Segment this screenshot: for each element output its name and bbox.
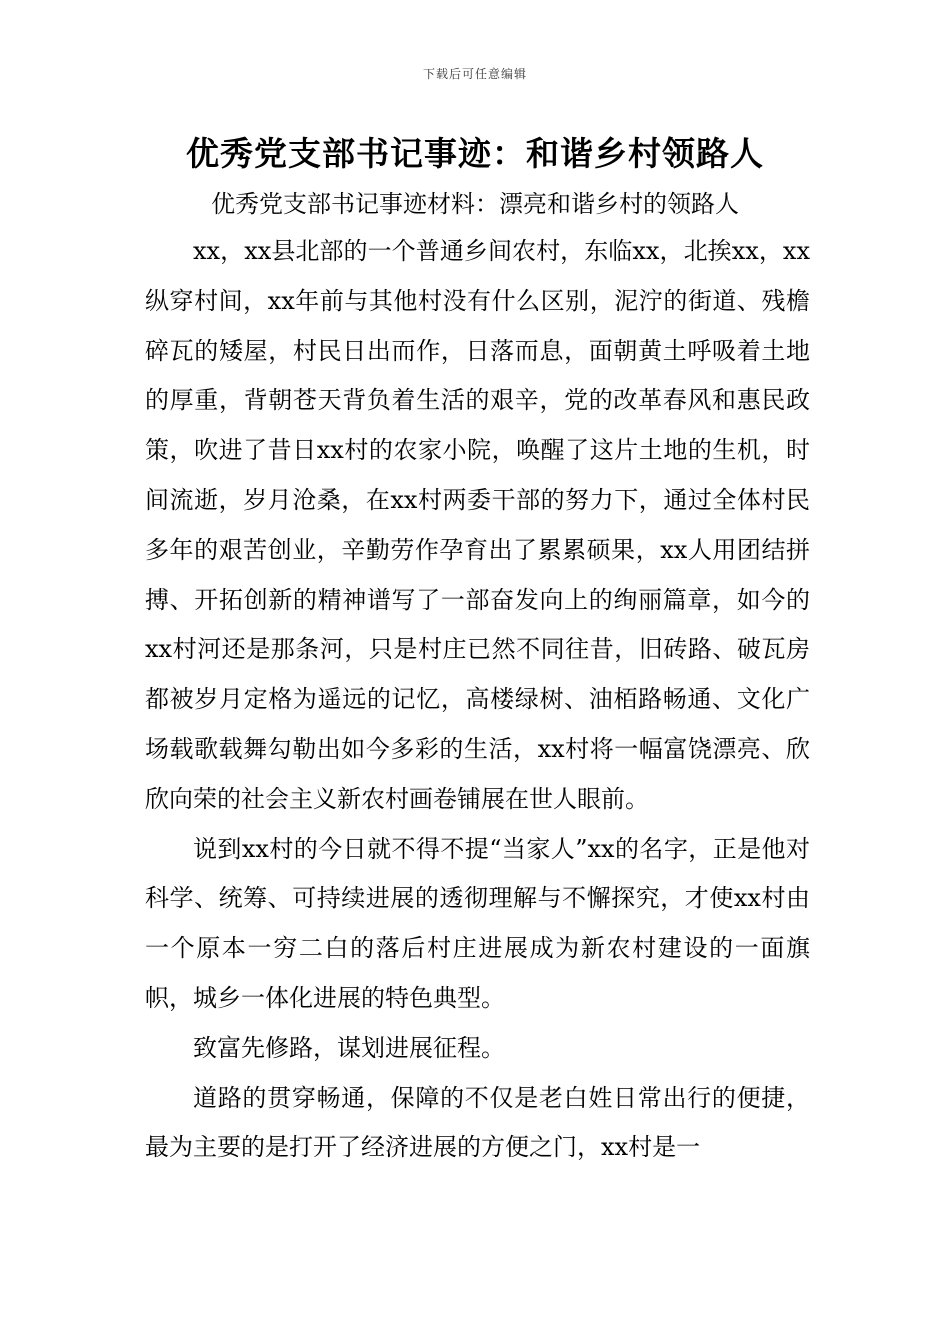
document-subtitle: 优秀党支部书记事迹材料：漂亮和谐乡村的领路人	[211, 190, 739, 218]
body-paragraph: 致富先修路，谋划进展征程。	[193, 1033, 505, 1062]
document-body	[145, 227, 810, 1173]
header-note: 下载后可任意编辑	[422, 67, 527, 81]
body-paragraph: 道路的贯穿畅通，保障的不仅是老白姓日常出行的便捷，最为主要的是打开了经济进展的方便之门，xx村是一	[145, 1083, 810, 1162]
document-title: 优秀党支部书记事迹：和谐乡村领路人	[186, 134, 764, 173]
body-paragraph: 说到xx村的今日就不得不提“当家人”xx的名字，正是他对科学、统筹、可持续进展的透彻理解与不懈探究，才使xx村由一个原本一穷二白的落后村庄进展成为新农村建设的一面旗帜，城乡一体化进展的特色典型。	[145, 834, 810, 1012]
body-paragraph: xx，xx县北部的一个普通乡间农村，东临xx，北挨xx，xx纵穿村间，xx年前与其他村没有什么区别，泥泞的街道、残檐碎瓦的矮屋，村民日出而作，日落而息，面朝黄土呼吸着土地的厚重，背朝苍天背负着生活的艰辛，党的改革春风和惠民政策，吹进了昔日xx村的农家小院，唤醒了这片土地的生机，时间流逝，岁月沧桑，在xx村两委干部的努力下，通过全体村民多年的艰苦创业，辛勤劳作孕育出了累累硕果，xx人用团结拼搏、开拓创新的精神谱写了一部奋发向上的绚丽篇章，如今的xx村河还是那条河，只是村庄已然不同往昔，旧砖路、破瓦房都被岁月定格为遥远的记忆，高楼绿树、油栢路畅通、文化广场载歌载舞勾勒出如今多彩的生活，xx村将一幅富饶漂亮、欣欣向荣的社会主义新农村画卷铺展在世人眼前。	[145, 237, 810, 813]
